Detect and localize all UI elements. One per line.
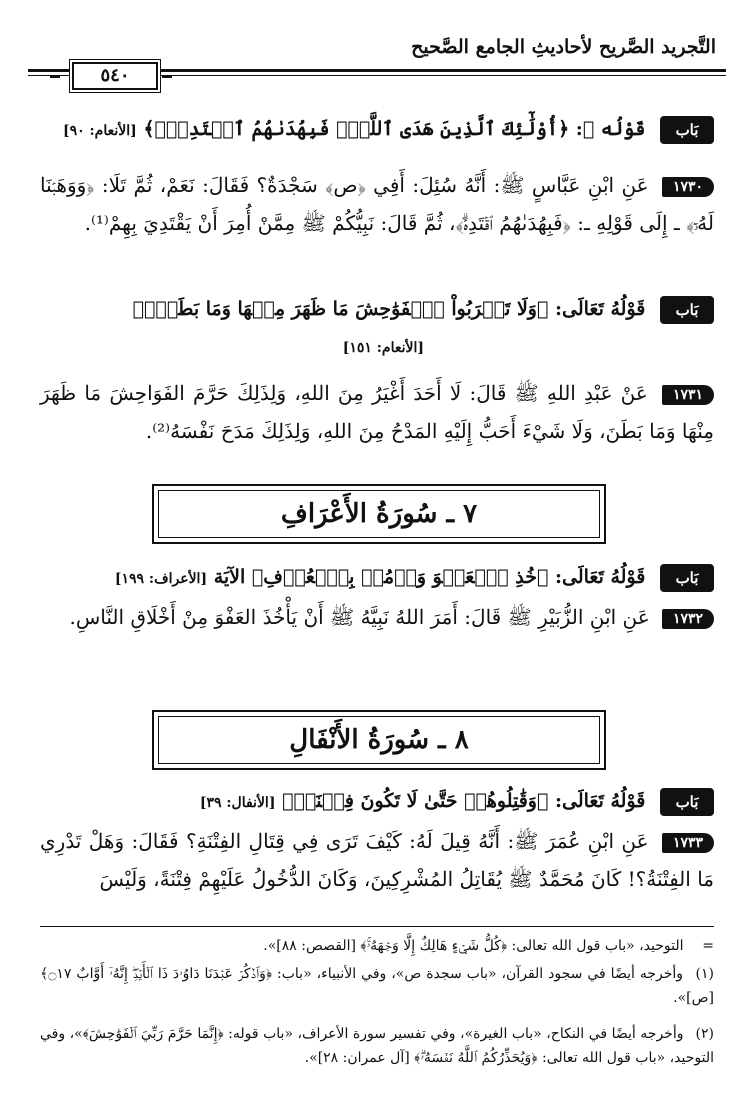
chapter-title: قَوْلُهُ تَعَالَى: ﴿وَلَا تَقۡرَبُواْ ٱلۡفَوَٰحِشَ مَا ظَهَرَ مِنۡهَا وَمَا بَطَنَۖ﴾ [132, 298, 646, 320]
footnote-1 [40, 962, 714, 1010]
hadith-number: ١٧٣٣ [662, 833, 714, 853]
footnote-mark: (٢) [695, 1026, 714, 1042]
footnote-2 [40, 1022, 714, 1070]
hadith-1730 [40, 166, 714, 242]
page-number-bar-left [50, 76, 60, 78]
hadith-1733 [40, 822, 714, 898]
footnote-text: وأخرجه أيضًا في سجود القرآن، «باب سجدة ص»، وفي الأنبياء، «باب: ﴿وَٱذۡكُرۡ عَبۡدَنَا دَاوُۥدَ ذَا ٱلۡأَيۡدِۖ إِنَّهُۥٓ أَوَّابٌ ۝١٧﴾ [ص]». [40, 966, 714, 1006]
surah-title-box: ٨ ـ سُورَةُ الأَنْفَالِ [152, 710, 606, 770]
running-header [28, 14, 726, 94]
footnote-mark: = [702, 938, 714, 954]
hadith-text: عَنِ ابْنِ الزُّبَيْرِ ﷺ قَالَ: أَمَرَ اللهُ نَبِيَّهُ ﷺ أَنْ يَأْخُذَ العَفْوَ مِنْ أَخْلَاقِ النَّاسِ. [69, 605, 650, 629]
chapter-heading [40, 112, 714, 148]
bab-badge: بَاب [660, 564, 714, 592]
hadith-number: ١٧٣٢ [662, 609, 714, 629]
hadith-number: ١٧٣١ [662, 385, 714, 405]
page-number-bar-right [162, 76, 172, 78]
footnote-text: التوحيد، «باب قول الله تعالى: ﴿كُلُّ شَيۡءٍ هَالِكٌ إِلَّا وَجۡهَهُۥۚ﴾ [القصص: ٨٨]». [263, 938, 684, 954]
chapter-title: قَوْلُه ﷺ: ﴿أُوْلَٰٓئِكَ ٱلَّذِينَ هَدَى ٱللَّهُۖ فَبِهُدَىٰهُمُ ٱقۡتَدِهۡۗ﴾ [143, 118, 646, 140]
footnote-separator [40, 926, 714, 927]
footnote-continued [40, 934, 714, 958]
bab-badge: بَاب [660, 296, 714, 324]
footnote-mark: (١) [695, 966, 714, 982]
hadith-number: ١٧٣٠ [662, 177, 714, 197]
footnote-text: وأخرجه أيضًا في النكاح، «باب الغيرة»، وفي تفسير سورة الأعراف، «باب قوله: ﴿إِنَّمَا حَرَّمَ رَبِّيَ ٱلۡفَوَٰحِشَ﴾»، وفي التوحيد، «باب قول الله تعالى: ﴿وَيُحَذِّرُكُمُ ٱللَّهُ نَفۡسَهُۥۗ﴾ [آل عمران: ٢٨]». [40, 1026, 714, 1066]
quran-reference: [الأنفال: ٣٩] [199, 795, 276, 811]
surah-title-box: ٧ ـ سُورَةُ الأَعْرَافِ [152, 484, 606, 544]
quran-reference: [الأنعام: ٩٠] [62, 123, 137, 139]
chapter-heading [40, 560, 714, 596]
hadith-1731 [40, 374, 714, 450]
chapter-heading [40, 784, 714, 820]
hadith-text: عَنِ ابْنِ عَبَّاسٍ ﷺ: أَنَّهُ سُئِلَ: أَفِي ﴿ص﴾ سَجْدَةٌ؟ فَقَالَ: نَعَمْ، ثُمَّ تَلَا: ﴿وَوَهَبۡنَا لَهُۥٓ﴾ ـ إِلَى قَوْلِهِ ـ: ﴿فَبِهُدَىٰهُمُ ٱقۡتَدِهۡۗ﴾، ثُمَّ قَالَ: نَبِيُّكُمْ ﷺ مِمَّنْ أُمِرَ أَنْ يَقْتَدِيَ بِهِمْ⁽¹⁾. [40, 173, 714, 235]
bab-badge: بَاب [660, 788, 714, 816]
bab-badge: بَاب [660, 116, 714, 144]
hadith-text: عَنِ ابْنِ عُمَرَ ﷺ: أَنَّهُ قِيلَ لَهُ: كَيْفَ تَرَى فِي قِتَالِ الفِتْنَةِ؟ فَقَالَ: وَهَلْ تَدْرِي مَا الفِتْنَةُ؟! كَانَ مُحَمَّدٌ ﷺ يُقَاتِلُ المُشْرِكِينَ، وَكَانَ الدُّخُولُ عَلَيْهِمْ فِتْنَةً، وَلَيْسَ [40, 829, 714, 891]
chapter-title: قَوْلُهُ تَعَالَى: ﴿خُذِ ٱلۡعَفۡوَ وَأۡمُرۡ بِٱلۡعُرۡفِ﴾ الآيَة [213, 566, 646, 588]
page-number: ٥٤٠ [72, 62, 158, 90]
hadith-1732 [40, 598, 714, 636]
hadith-text: عَنْ عَبْدِ اللهِ ﷺ قَالَ: لَا أَحَدَ أَغْيَرُ مِنَ اللهِ، وَلِذَلِكَ حَرَّمَ الفَوَاحِشَ مَا ظَهَرَ مِنْهَا وَمَا بَطَنَ، وَلَا شَيْءَ أَحَبُّ إِلَيْهِ المَدْحُ مِنَ اللهِ، وَلِذَلِكَ مَدَحَ نَفْسَهُ⁽²⁾. [40, 381, 714, 443]
book-title: التَّجريد الصَّريح لأحاديثِ الجامع الصَّحيح [411, 36, 716, 58]
quran-reference: [الأعراف: ١٩٩] [114, 571, 208, 587]
chapter-title: قَوْلُهُ تَعَالَى: ﴿وَقَٰتِلُوهُمۡ حَتَّىٰ لَا تَكُونَ فِتۡنَةٞ﴾ [282, 790, 646, 812]
chapter-heading [40, 292, 714, 326]
quran-reference: [الأنعام: ١٥١] [342, 340, 424, 356]
